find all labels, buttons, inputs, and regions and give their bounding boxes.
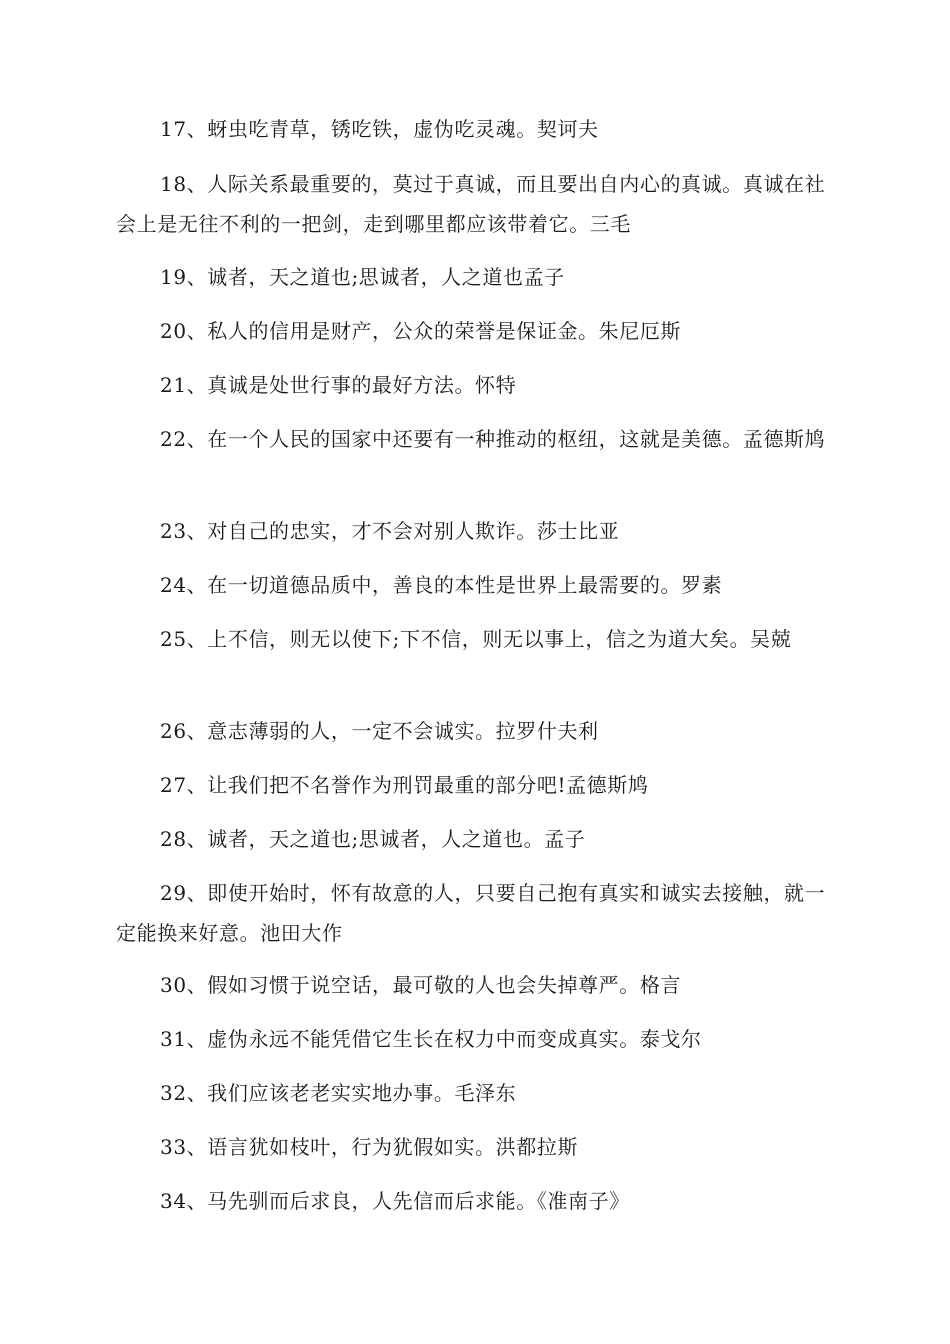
quote-paragraph: 19、诚者，天之道也;思诚者，人之道也孟子: [160, 265, 565, 289]
quote-paragraph: 32、我们应该老老实实地办事。毛泽东: [160, 1081, 517, 1105]
quote-paragraph: 28、诚者，天之道也;思诚者，人之道也。孟子: [160, 827, 586, 851]
quote-paragraph: 22、在一个人民的国家中还要有一种推动的枢纽，这就是美德。孟德斯鸠: [160, 427, 826, 451]
quote-paragraph: 31、虚伪永远不能凭借它生长在权力中而变成真实。泰戈尔: [160, 1027, 702, 1051]
quote-paragraph: 33、语言犹如枝叶，行为犹假如实。洪都拉斯: [160, 1135, 579, 1159]
quote-paragraph: 26、意志薄弱的人，一定不会诚实。拉罗什夫利: [160, 719, 599, 743]
quote-paragraph: 18、人际关系最重要的，莫过于真诚，而且要出自内心的真诚。真诚在社会上是无往不利的一把剑，走到哪里都应该带着它。三毛: [116, 172, 826, 236]
quote-paragraph: 30、假如习惯于说空话，最可敬的人也会失掉尊严。格言: [160, 973, 682, 997]
quote-paragraph: 23、对自己的忠实，才不会对别人欺诈。莎士比亚: [160, 519, 620, 543]
quote-paragraph: 21、真诚是处世行事的最好方法。怀特: [160, 373, 517, 397]
quote-paragraph: 17、蚜虫吃青草，锈吃铁，虚伪吃灵魂。契诃夫: [160, 117, 599, 141]
quote-paragraph: 27、让我们把不名誉作为刑罚最重的部分吧!孟德斯鸠: [160, 773, 649, 797]
quote-paragraph: 34、马先驯而后求良，人先信而后求能。《准南子》: [160, 1189, 630, 1213]
quote-paragraph: 25、上不信，则无以使下;下不信，则无以事上，信之为道大矣。吴兢: [160, 627, 792, 651]
quote-paragraph: 24、在一切道德品质中，善良的本性是世界上最需要的。罗素: [160, 573, 723, 597]
quote-paragraph: 29、即使开始时，怀有故意的人，只要自己抱有真实和诚实去接触，就一定能换来好意。池田大作: [116, 881, 826, 945]
quote-paragraph: 20、私人的信用是财产，公众的荣誉是保证金。朱尼厄斯: [160, 319, 682, 343]
